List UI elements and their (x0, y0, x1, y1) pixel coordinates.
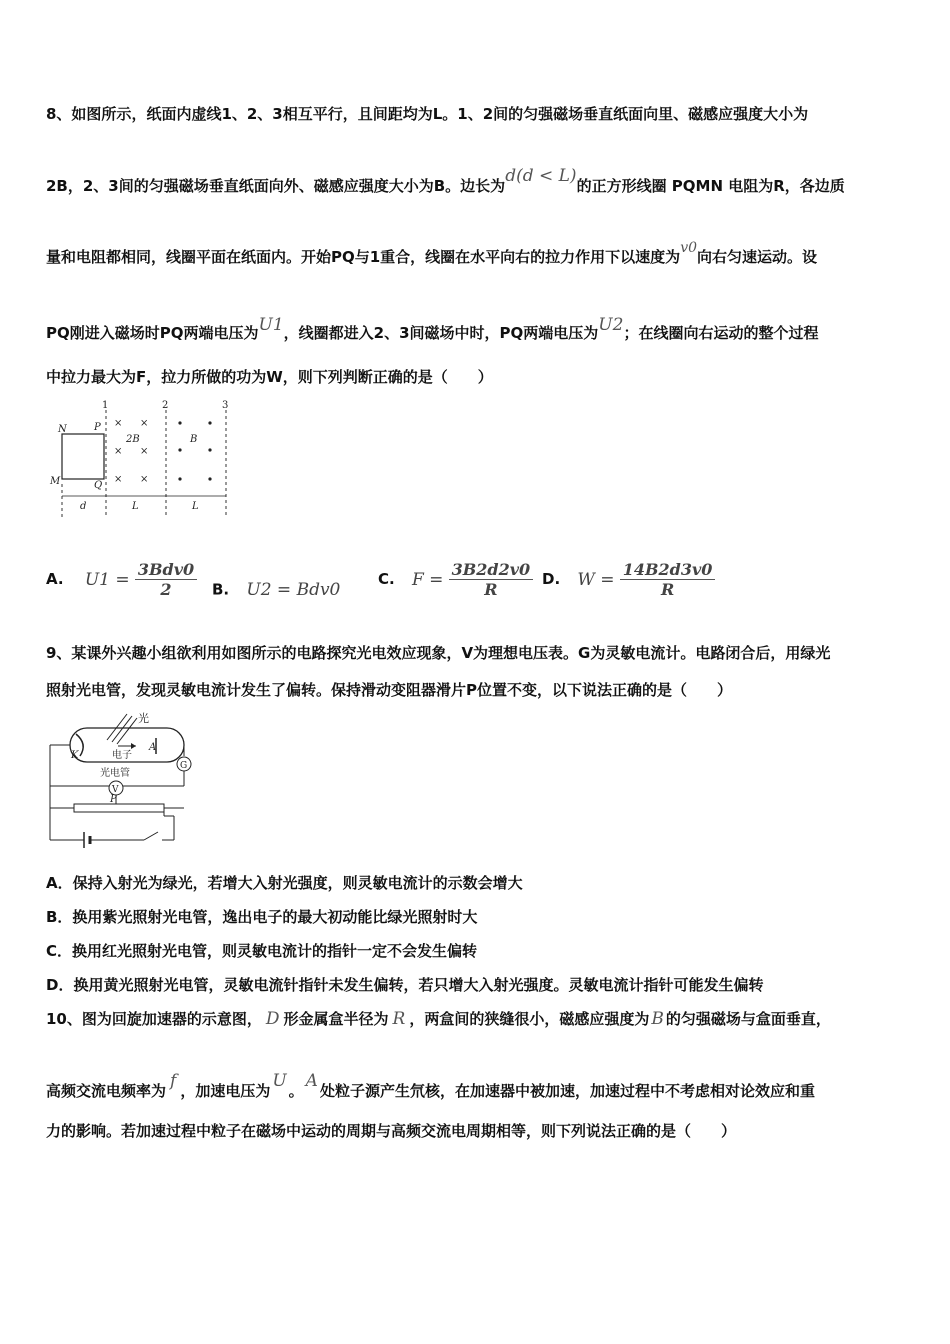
q9-fig-label-phototube: 光电管 (100, 768, 130, 779)
q10-line-2-text-d: 处粒子源产生氘核，在加速器中被加速，加速过程中不考虑相对论效应和重 (319, 1082, 815, 1100)
q9-fig-label-p: P (110, 794, 117, 805)
q8-line-4-text-b: ，线圈都进入2、3间磁场中时，PQ两端电压为 (283, 324, 599, 342)
q8-fig-label-l1: L (132, 501, 139, 512)
q8-fig-label-d: d (80, 501, 87, 512)
q8-line-2-text-b: 的正方形线圈 PQMN 电阻为R，各边质 (576, 177, 845, 195)
q8-option-d-lhs: W = (577, 569, 615, 590)
q10-line-1 (46, 1008, 831, 1029)
q8-option-c-numerator: 3B2d2v0 (449, 560, 534, 580)
q9-fig-label-k: K (71, 750, 79, 761)
q8-fig-label-l2: L (192, 501, 199, 512)
q10-line-2-text-b: ，加速电压为 (180, 1082, 271, 1100)
q8-option-a-fraction (135, 560, 197, 599)
q10-line-1-text-d: 的匀强磁场与盒面垂直， (665, 1010, 831, 1028)
q9-option-c: C．换用红光照射光电管，则灵敏电流计的指针一定不会发生偏转 (46, 942, 478, 960)
q8-option-b-expr: U2 = Bdv0 (246, 580, 341, 600)
q9-fig-label-a: A (149, 742, 157, 753)
q8-fig-label-q: Q (94, 480, 103, 491)
q8-math-u2: U2 (598, 315, 624, 335)
q10-line-3: 力的影响。若加速过程中粒子在磁场中运动的周期与高频交流电周期相等，则下列说法正确的是（ ） (46, 1122, 737, 1140)
q8-option-d-denominator: R (660, 580, 675, 599)
q8-option-d-letter: D. (542, 570, 561, 588)
q10-math-r: R (392, 1009, 406, 1029)
q8-line-3 (46, 240, 817, 267)
q9-fig-label-electron: 电子 (112, 750, 132, 761)
q8-fig-dot-marks (178, 421, 211, 480)
q10-line-2-text-c: 。 (288, 1082, 304, 1100)
q8-line-3-text-b: 向右匀速运动。设 (697, 248, 818, 266)
q10-line-2-text-a: 高频交流电频率为 (46, 1082, 167, 1100)
q9-fig-label-v: V (112, 785, 119, 795)
q9-line-2: 照射光电管，发现灵敏电流计发生了偏转。保持滑动变阻器滑片P位置不变，以下说法正确的是（ ） (46, 681, 732, 699)
q8-fig-label-line-2: 2 (162, 400, 169, 411)
q8-fig-label-m: M (50, 476, 61, 487)
q8-line-4 (46, 315, 818, 343)
q8-option-a (46, 560, 197, 599)
q8-option-a-lhs: U1 = (84, 569, 130, 590)
q10-math-d: D (265, 1009, 280, 1029)
q8-option-b (212, 580, 340, 600)
q8-line-1: 8、如图所示，纸面内虚线1、2、3相互平行，且间距均为L。1、2间的匀强磁场垂直纸面向里、磁感应强度大小为 (46, 105, 809, 123)
q9-option-d: D．换用黄光照射光电管，灵敏电流针指针未发生偏转，若只增大入射光强度。灵敏电流计指针可能发生偏转 (46, 976, 764, 994)
svg-text:×: × (114, 474, 123, 485)
q8-option-a-numerator: 3Bdv0 (135, 560, 197, 580)
svg-text:×: × (114, 446, 123, 457)
q8-option-c-denominator: R (484, 580, 498, 599)
q8-math-v0: v0 (680, 240, 698, 256)
q8-option-c-fraction (449, 560, 534, 599)
q8-option-a-denominator: 2 (160, 580, 172, 599)
q8-math-d: d(d < L) (505, 166, 577, 186)
q8-option-a-letter: A. (46, 570, 64, 588)
q8-fig-cross-marks (114, 418, 148, 485)
q8-fig-label-b: B (190, 434, 198, 445)
q8-option-c-lhs: F = (411, 569, 444, 590)
q8-option-d-numerator: 14B2d3v0 (620, 560, 716, 580)
q8-option-c (378, 560, 533, 599)
q8-option-d (542, 560, 715, 599)
q8-line-2 (46, 166, 845, 196)
q10-line-1-text-c: ，两盒间的狭缝很小，磁感应强度为 (409, 1010, 650, 1028)
q8-magnetic-field-figure (44, 396, 244, 522)
q8-line-4-text-c: ；在线圈向右运动的整个过程 (623, 324, 819, 342)
q10-math-f: f (170, 1071, 177, 1091)
q8-math-u1: U1 (258, 315, 284, 335)
q8-line-5: 中拉力最大为F，拉力所做的功为W，则下列判断正确的是（ ） (46, 368, 493, 386)
svg-text:×: × (140, 474, 149, 485)
q9-option-b: B．换用紫光照射光电管，逸出电子的最大初动能比绿光照射时大 (46, 908, 478, 926)
q8-line-4-text-a: PQ刚进入磁场时PQ两端电压为 (46, 324, 259, 342)
svg-text:×: × (140, 418, 149, 429)
q9-option-a: A．保持入射光为绿光，若增大入射光强度，则灵敏电流计的示数会增大 (46, 874, 523, 892)
q10-line-1-text-b: 形金属盒半径为 (283, 1010, 389, 1028)
q9-line-1: 9、某课外兴趣小组欲利用如图所示的电路探究光电效应现象，V为理想电压表。G为灵敏电流计。电路闭合后，用绿光 (46, 644, 831, 662)
q8-fig-label-line-3: 3 (222, 400, 229, 411)
q9-fig-label-g: G (180, 761, 188, 771)
q8-line-2-text-a: 2B，2、3间的匀强磁场垂直纸面向外、磁感应强度大小为B。边长为 (46, 177, 506, 195)
svg-text:×: × (140, 446, 149, 457)
q8-fig-label-line-1: 1 (102, 400, 109, 411)
q10-math-b: B (651, 1009, 664, 1029)
q8-option-c-letter: C. (378, 570, 395, 588)
q8-option-d-fraction (620, 560, 716, 599)
q10-line-2 (46, 1071, 815, 1101)
q9-photoelectric-circuit-figure (44, 708, 204, 848)
svg-text:×: × (114, 418, 123, 429)
q8-option-b-letter: B. (212, 580, 230, 599)
q8-fig-label-p: P (94, 422, 101, 433)
q10-math-u: U (272, 1071, 287, 1091)
q10-line-1-text-a: 10、图为回旋加速器的示意图， (46, 1010, 262, 1028)
q8-fig-label-2b: 2B (126, 434, 140, 445)
q9-fig-label-light: 光 (138, 712, 149, 725)
q8-line-3-text-a: 量和电阻都相同，线圈平面在纸面内。开始PQ与1重合，线圈在水平向右的拉力作用下以速度为 (46, 248, 681, 266)
q10-math-a: A (305, 1071, 318, 1091)
q8-fig-label-n: N (58, 424, 67, 435)
